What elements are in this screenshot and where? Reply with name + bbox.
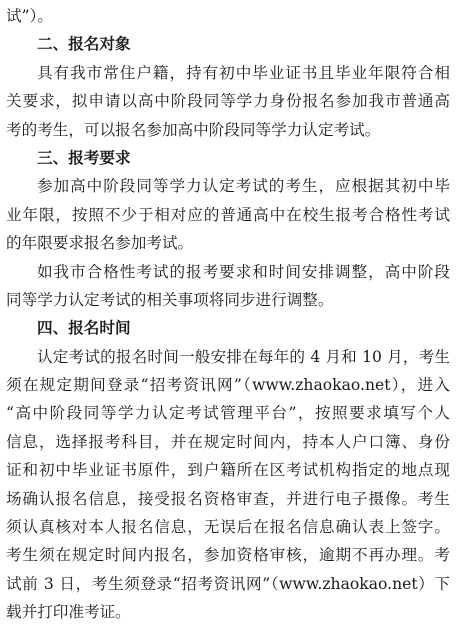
section-paragraph xyxy=(6,343,450,627)
document-page xyxy=(6,2,450,627)
paragraph-line: 关要求，拟申请以高中阶段同等学力身份报名参加我市普通高 xyxy=(6,92,450,111)
paragraph-line: 试前 3 日，考生须登录“招考资讯网”（www.zhaokao.net）下 xyxy=(6,574,450,593)
paragraph-line: 的年限要求报名参加考试。 xyxy=(6,234,194,253)
section-paragraph xyxy=(6,59,450,144)
paragraph-line: 认定考试的报名时间一般安排在每年的 4 月和 10 月，考生 xyxy=(37,347,450,366)
paragraph-line: 具有我市常住户籍，持有初中毕业证书且毕业年限符合相 xyxy=(37,63,450,82)
section-paragraph xyxy=(6,258,450,315)
paragraph-line: 信息，选择报考科目，并在规定时间内，持本人户口簿、身份 xyxy=(6,432,450,451)
paragraph-line: 考的考生，可以报名参加高中阶段同等学力认定考试。 xyxy=(6,120,381,139)
section-paragraph xyxy=(6,172,450,257)
section-heading-eligibility: 二、报名对象 xyxy=(37,35,131,54)
paragraph-line: 须认真核对本人报名信息，无误后在报名信息确认表上签字。 xyxy=(6,518,450,537)
paragraph-line: 载并打印准考证。 xyxy=(6,603,131,622)
paragraph-line: 同等学力认定考试的相关事项将同步进行调整。 xyxy=(6,290,334,309)
paragraph-line: “高中阶段同等学力认定考试管理平台”，按照要求填写个人 xyxy=(6,404,450,423)
paragraph-line: 业年限，按照不少于相对应的普通高中在校生报考合格性考试 xyxy=(6,205,450,224)
section-heading-registration-time: 四、报名时间 xyxy=(37,319,131,338)
paragraph-line: 考生须在规定时间内报名，参加资格审核，逾期不再办理。考 xyxy=(6,546,450,565)
paragraph-line: 须在规定期间登录“招考资讯网”（www.zhaokao.net），进入 xyxy=(6,376,450,395)
paragraph-line: 参加高中阶段同等学力认定考试的考生，应根据其初中毕 xyxy=(37,177,450,196)
paragraph-line: 场确认报名信息，接受报名资格审查，并进行电子摄像。考生 xyxy=(6,489,450,508)
top-fragment: 试”）。 xyxy=(6,7,53,25)
section-heading-requirements: 三、报考要求 xyxy=(37,148,131,167)
paragraph-line: 证和初中毕业证书原件，到户籍所在区考试机构指定的地点现 xyxy=(6,461,450,480)
paragraph-line: 如我市合格性考试的报考要求和时间安排调整，高中阶段 xyxy=(37,262,450,281)
